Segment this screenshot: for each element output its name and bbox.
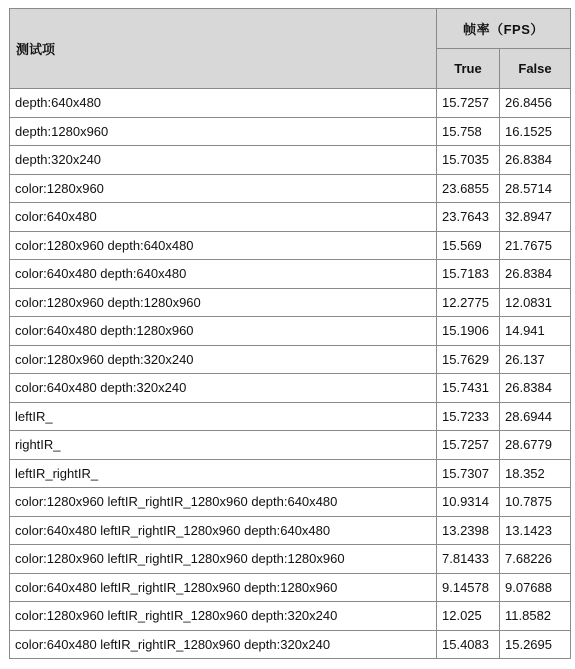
row-item: color:640x480 depth:640x480 xyxy=(10,260,437,289)
row-false-value: 26.8456 xyxy=(500,89,571,118)
table-row xyxy=(10,317,571,346)
row-false-value: 13.1423 xyxy=(500,516,571,545)
row-false-value: 28.6779 xyxy=(500,431,571,460)
row-item: color:1280x960 depth:320x240 xyxy=(10,345,437,374)
row-false-value: 12.0831 xyxy=(500,288,571,317)
table-row xyxy=(10,288,571,317)
table-header xyxy=(10,9,571,89)
row-false-value: 18.352 xyxy=(500,459,571,488)
table-row xyxy=(10,117,571,146)
table-row xyxy=(10,545,571,574)
header-true: True xyxy=(437,49,500,89)
row-item: color:640x480 leftIR_rightIR_1280x960 depth:640x480 xyxy=(10,516,437,545)
row-false-value: 10.7875 xyxy=(500,488,571,517)
table-row xyxy=(10,459,571,488)
row-true-value: 15.7035 xyxy=(437,146,500,175)
row-false-value: 7.68226 xyxy=(500,545,571,574)
row-item: color:1280x960 leftIR_rightIR_1280x960 depth:1280x960 xyxy=(10,545,437,574)
row-true-value: 15.569 xyxy=(437,231,500,260)
header-test-item: 测试项 xyxy=(10,9,437,89)
row-true-value: 15.4083 xyxy=(437,630,500,659)
row-item: leftIR_ xyxy=(10,402,437,431)
row-item: color:1280x960 leftIR_rightIR_1280x960 depth:320x240 xyxy=(10,602,437,631)
row-true-value: 23.7643 xyxy=(437,203,500,232)
row-true-value: 7.81433 xyxy=(437,545,500,574)
table-row xyxy=(10,602,571,631)
row-false-value: 15.2695 xyxy=(500,630,571,659)
table-row xyxy=(10,89,571,118)
row-item: leftIR_rightIR_ xyxy=(10,459,437,488)
row-item: color:640x480 depth:1280x960 xyxy=(10,317,437,346)
document-page xyxy=(9,8,571,659)
table-row xyxy=(10,146,571,175)
table-row xyxy=(10,573,571,602)
row-true-value: 15.7629 xyxy=(437,345,500,374)
row-true-value: 23.6855 xyxy=(437,174,500,203)
row-item: color:1280x960 xyxy=(10,174,437,203)
row-true-value: 15.7257 xyxy=(437,89,500,118)
row-false-value: 28.6944 xyxy=(500,402,571,431)
row-item: depth:1280x960 xyxy=(10,117,437,146)
table-row xyxy=(10,231,571,260)
table-row xyxy=(10,345,571,374)
table-row xyxy=(10,260,571,289)
row-true-value: 9.14578 xyxy=(437,573,500,602)
table-row xyxy=(10,431,571,460)
table-row xyxy=(10,488,571,517)
row-true-value: 15.7257 xyxy=(437,431,500,460)
table-row xyxy=(10,402,571,431)
fps-table xyxy=(9,8,571,659)
row-false-value: 26.137 xyxy=(500,345,571,374)
row-false-value: 26.8384 xyxy=(500,260,571,289)
row-false-value: 26.8384 xyxy=(500,374,571,403)
header-fps-group: 帧率（FPS） xyxy=(437,9,571,49)
row-item: depth:640x480 xyxy=(10,89,437,118)
row-item: color:1280x960 leftIR_rightIR_1280x960 depth:640x480 xyxy=(10,488,437,517)
table-body xyxy=(10,89,571,659)
row-item: rightIR_ xyxy=(10,431,437,460)
row-false-value: 11.8582 xyxy=(500,602,571,631)
row-true-value: 15.7431 xyxy=(437,374,500,403)
row-item: color:640x480 leftIR_rightIR_1280x960 depth:320x240 xyxy=(10,630,437,659)
row-true-value: 15.7183 xyxy=(437,260,500,289)
row-true-value: 15.1906 xyxy=(437,317,500,346)
header-false: False xyxy=(500,49,571,89)
row-true-value: 15.7233 xyxy=(437,402,500,431)
row-true-value: 10.9314 xyxy=(437,488,500,517)
row-false-value: 9.07688 xyxy=(500,573,571,602)
row-false-value: 28.5714 xyxy=(500,174,571,203)
row-true-value: 15.758 xyxy=(437,117,500,146)
row-false-value: 26.8384 xyxy=(500,146,571,175)
row-true-value: 12.2775 xyxy=(437,288,500,317)
row-item: color:1280x960 depth:640x480 xyxy=(10,231,437,260)
row-false-value: 16.1525 xyxy=(500,117,571,146)
table-row xyxy=(10,203,571,232)
row-false-value: 14.941 xyxy=(500,317,571,346)
table-row xyxy=(10,516,571,545)
row-true-value: 15.7307 xyxy=(437,459,500,488)
table-row xyxy=(10,174,571,203)
table-row xyxy=(10,630,571,659)
row-true-value: 13.2398 xyxy=(437,516,500,545)
table-row xyxy=(10,374,571,403)
row-item: color:1280x960 depth:1280x960 xyxy=(10,288,437,317)
row-false-value: 21.7675 xyxy=(500,231,571,260)
row-item: color:640x480 xyxy=(10,203,437,232)
row-item: depth:320x240 xyxy=(10,146,437,175)
row-false-value: 32.8947 xyxy=(500,203,571,232)
row-item: color:640x480 leftIR_rightIR_1280x960 depth:1280x960 xyxy=(10,573,437,602)
row-item: color:640x480 depth:320x240 xyxy=(10,374,437,403)
row-true-value: 12.025 xyxy=(437,602,500,631)
